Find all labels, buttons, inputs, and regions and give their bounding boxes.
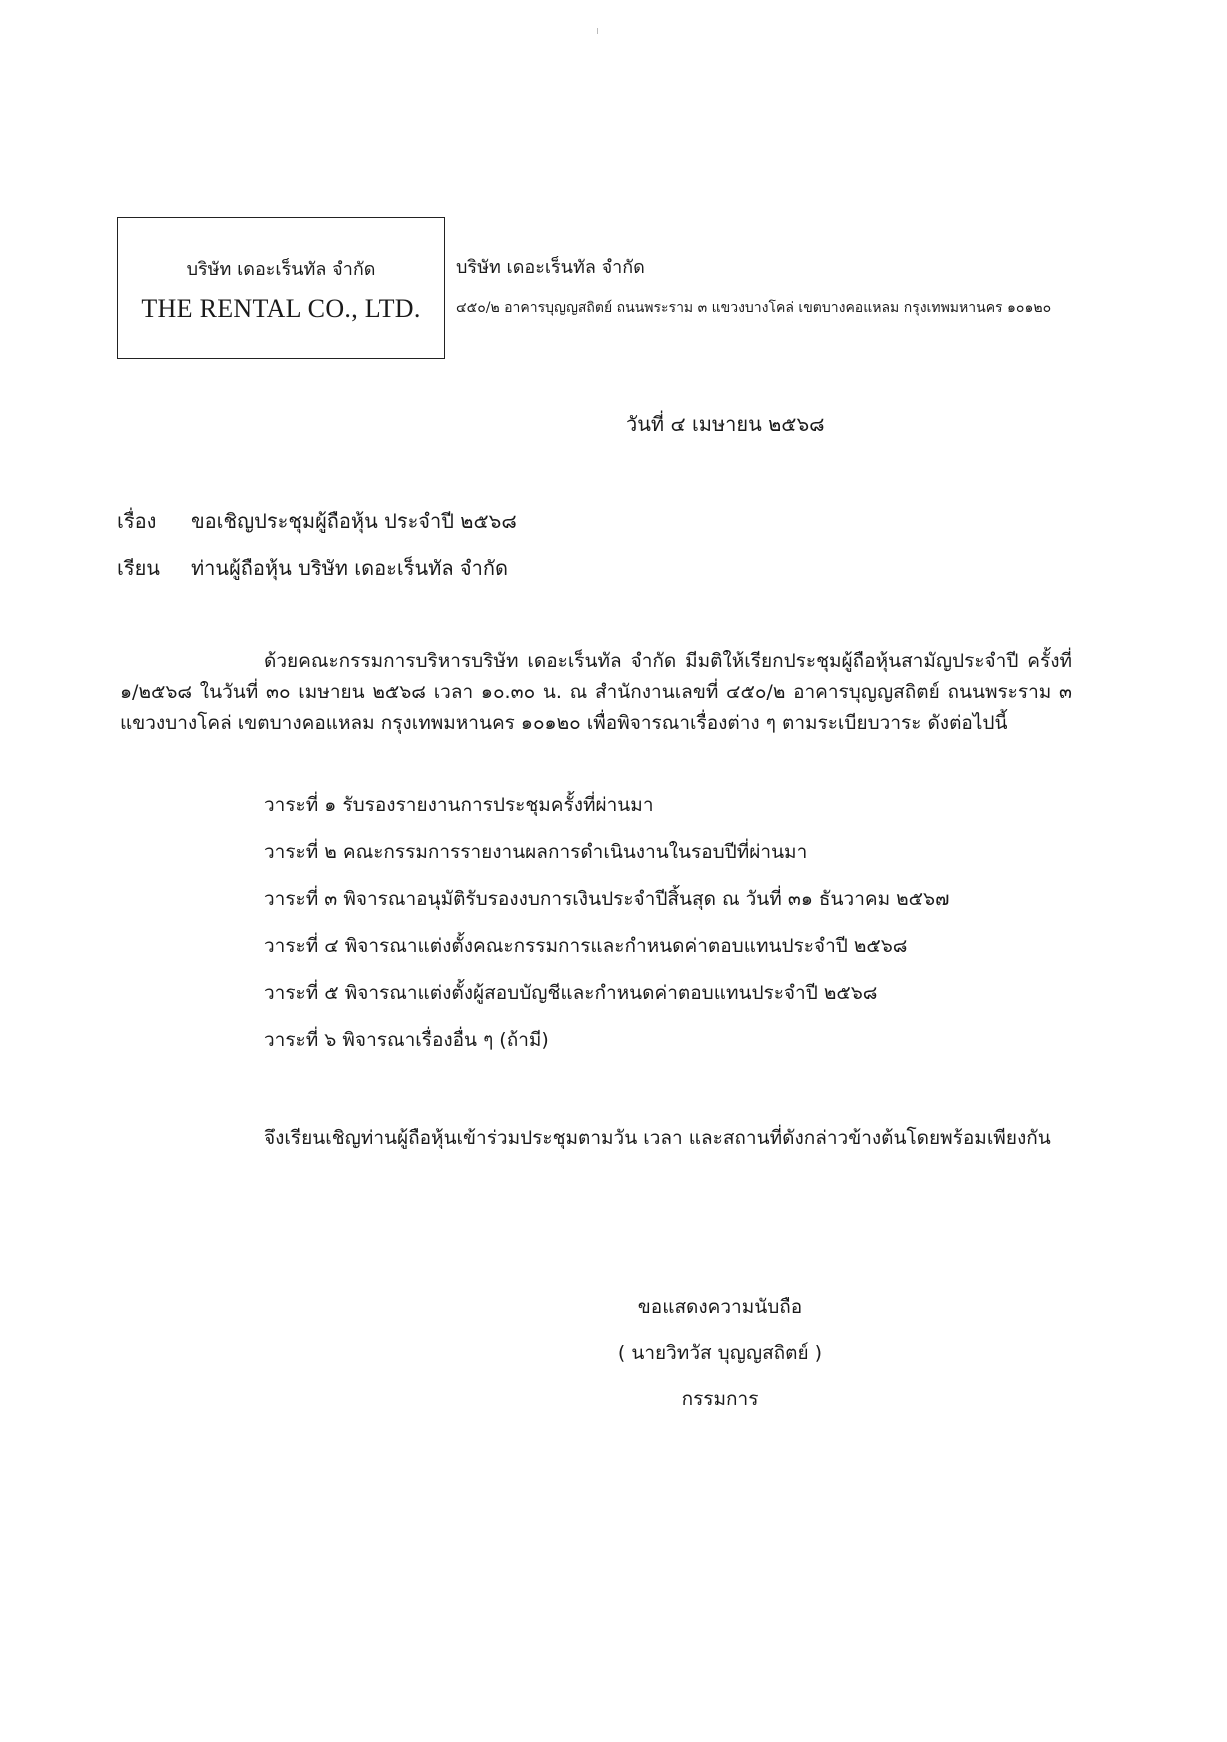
- subject-line: [117, 505, 517, 537]
- recipient-value: ท่านผู้ถือหุ้น บริษัท เดอะเร็นทัล จำกัด: [191, 556, 508, 580]
- agenda-item: วาระที่ ๖ พิจารณาเรื่องอื่น ๆ (ถ้ามี): [264, 1029, 549, 1051]
- subject-value: ขอเชิญประชุมผู้ถือหุ้น ประจำปี ๒๕๖๘: [191, 509, 517, 533]
- signatory-name: ( นายวิทวัส บุญญสถิตย์ ): [617, 1342, 823, 1364]
- closing-paragraph: จึงเรียนเชิญท่านผู้ถือหุ้นเข้าร่วมประชุมตามวัน เวลา และสถานที่ดังกล่าวข้างต้นโดยพร้อมเพียงกัน: [264, 1127, 1051, 1149]
- agenda-item: วาระที่ ๑ รับรองรายงานการประชุมครั้งที่ผ่านมา: [264, 794, 654, 816]
- logo-english-name: THE RENTAL CO., LTD.: [141, 294, 421, 323]
- letter-date: วันที่ ๔ เมษายน ๒๕๖๘: [626, 412, 825, 436]
- scan-mark: [597, 28, 598, 34]
- letterhead-company-name: บริษัท เดอะเร็นทัล จำกัด: [456, 257, 645, 278]
- agenda-item: วาระที่ ๒ คณะกรรมการรายงานผลการดำเนินงานในรอบปีที่ผ่านมา: [264, 841, 808, 863]
- agenda-item: วาระที่ ๓ พิจารณาอนุมัติรับรองงบการเงินประจำปีสิ้นสุด ณ วันที่ ๓๑ ธันวาคม ๒๕๖๗: [264, 888, 950, 910]
- body-paragraph: ด้วยคณะกรรมการบริหารบริษัท เดอะเร็นทัล จำกัด มีมติให้เรียกประชุมผู้ถือหุ้นสามัญประจำปี ครั้งที่ ๑/๒๕๖๘ ในวันที่ ๓๐ เมษายน ๒๕๖๘ เวลา ๑๐.๓๐ น. ณ สำนักงานเลขที่ ๔๕๐/๒ อาคารบุญญสถิตย์ ถนนพระราม ๓ แขวงบางโคล่ เขตบางคอแหลม กรุงเทพมหานคร ๑๐๑๒๐ เพื่อพิจารณาเรื่องต่าง ๆ ตามระเบียบวาระ ดังต่อไปนี้: [120, 650, 1072, 734]
- company-logo-box: [117, 217, 445, 359]
- letterhead-address: ๔๕๐/๒ อาคารบุญญสถิตย์ ถนนพระราม ๓ แขวงบางโคล่ เขตบางคอแหลม กรุงเทพมหานคร ๑๐๑๒๐: [456, 300, 1052, 316]
- subject-label: เรื่อง: [117, 509, 157, 533]
- agenda-list: [264, 790, 949, 1072]
- recipient-label: เรียน: [117, 556, 160, 580]
- recipient-line: [117, 552, 508, 584]
- signature-block: [560, 1292, 880, 1430]
- signature-salutation: ขอแสดงความนับถือ: [637, 1296, 803, 1318]
- logo-thai-name: บริษัท เดอะเร็นทัล จำกัด: [186, 259, 376, 280]
- agenda-item: วาระที่ ๔ พิจารณาแต่งตั้งคณะกรรมการและกำหนดค่าตอบแทนประจำปี ๒๕๖๘: [264, 935, 908, 957]
- agenda-item: วาระที่ ๕ พิจารณาแต่งตั้งผู้สอบบัญชีและกำหนดค่าตอบแทนประจำปี ๒๕๖๘: [264, 982, 878, 1004]
- signatory-title: กรรมการ: [681, 1388, 759, 1410]
